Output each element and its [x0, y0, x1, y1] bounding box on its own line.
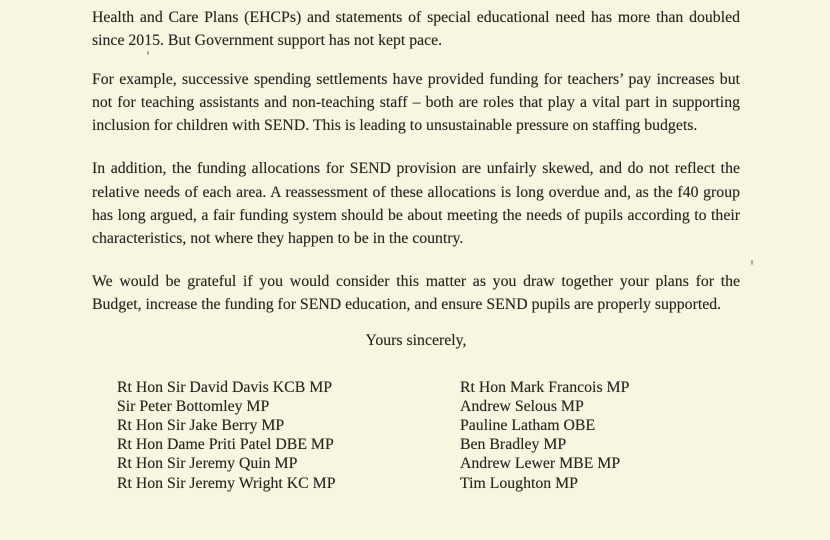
- scan-speck: [751, 260, 753, 265]
- signatory-name: Pauline Latham OBE: [460, 416, 596, 434]
- signatory-name: Andrew Selous MP: [460, 397, 584, 415]
- closing-salutation: Yours sincerely,: [365, 332, 467, 350]
- signatory-name: Rt Hon Mark Francois MP: [460, 378, 630, 396]
- signatory-name: Rt Hon Dame Priti Patel DBE MP: [117, 436, 334, 454]
- signatory-name: Rt Hon Sir Jeremy Quin MP: [117, 455, 298, 473]
- letter-paragraph-4: We would be grateful if you would consider this matter as you draw together your plans for the Budget, increase the funding for SEND education, and ensure SEND pupils are properly supported.: [92, 272, 740, 313]
- scan-speck: [147, 51, 149, 55]
- letter-body: [92, 6, 740, 493]
- signatory-name: Rt Hon Sir Jake Berry MP: [117, 416, 285, 434]
- signatory-name: Tim Loughton MP: [460, 474, 578, 492]
- signatory-list: [117, 378, 740, 493]
- letter-paragraph-3: In addition, the funding allocations for SEND provision are unfairly skewed, and do not reflect the relative needs of each area. A reassessment of these allocations is long overdue and, as the f40 group has long argued, a fair funding system should be about meeting the needs of pupils according to their characteristics, not where they happen to be in the country.: [92, 160, 740, 248]
- letter-paragraph-1: Health and Care Plans (EHCPs) and statements of special educational need has more than doubled since 2015. But Government support has not kept pace.: [92, 9, 740, 50]
- signatory-name: Ben Bradley MP: [460, 436, 567, 454]
- signatory-name: Rt Hon Sir Jeremy Wright KC MP: [117, 474, 336, 492]
- signatory-name: Sir Peter Bottomley MP: [117, 397, 270, 415]
- signatory-name: Rt Hon Sir David Davis KCB MP: [117, 378, 333, 396]
- letter-paragraph-2: For example, successive spending settlements have provided funding for teachers’ pay increases but not for teaching assistants and non-teaching staff – both are roles that play a vital part in supporting inclusion for children with SEND. This is leading to unsustainable pressure on staffing budgets.: [92, 70, 740, 135]
- signatory-name: Andrew Lewer MBE MP: [460, 455, 621, 473]
